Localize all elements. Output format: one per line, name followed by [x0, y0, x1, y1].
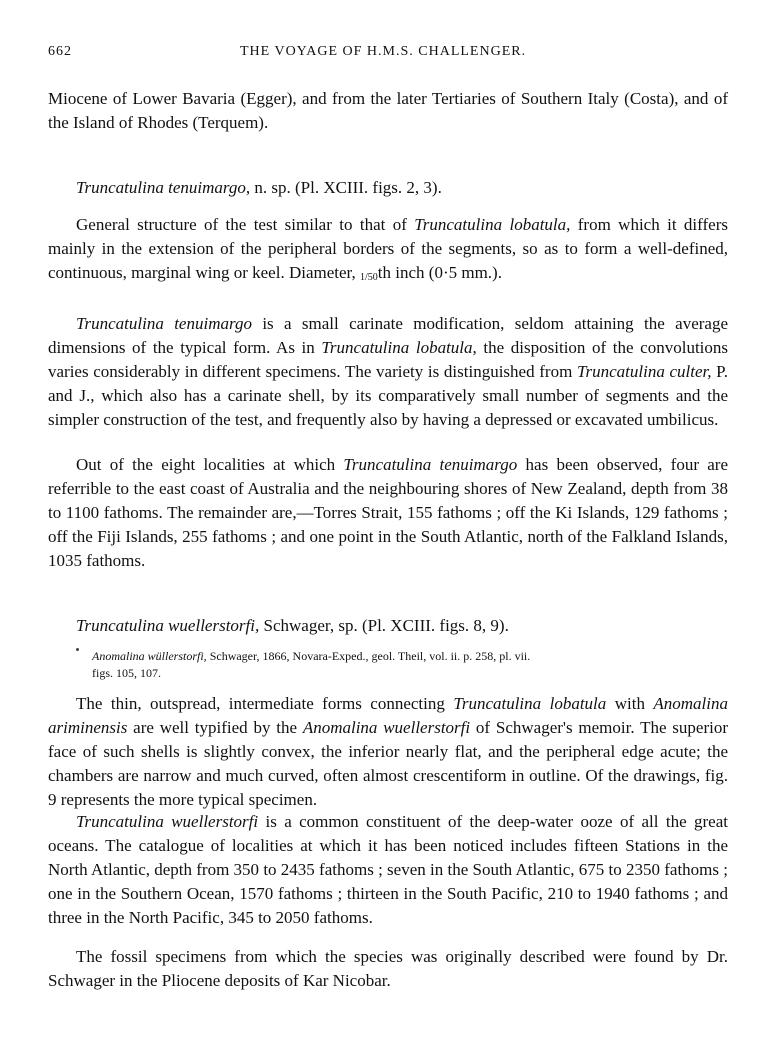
taxon-name: Truncatulina tenuimargo	[76, 314, 252, 333]
taxon-name: Truncatulina lobatula	[453, 694, 607, 713]
text-run: from which it differs mainly in the extension of the peripheral borders of the segments, so as to form a well-defined, continuous, marginal wing or keel. Diameter,	[48, 215, 728, 282]
species-name: Truncatulina wuellerstorfi,	[76, 616, 260, 635]
taxon-name: Anomalina ariminensis	[48, 694, 728, 737]
synonymy-line-1	[92, 648, 726, 665]
text-run: The fossil specimens from which the species was originally described were found by Dr. Schwager in the Pliocene deposits of Kar Nicobar.	[48, 947, 728, 990]
taxon-name: Truncatulina lobatula,	[414, 215, 571, 234]
intro-paragraph	[48, 87, 728, 135]
text-run: is a small carinate modification, seldom attaining the average dimensions of the typical form. As in	[48, 314, 728, 357]
synonymy-line-2: figs. 105, 107.	[92, 666, 161, 680]
text-run: with	[606, 694, 654, 713]
print-speck	[76, 648, 79, 651]
species-heading-suffix: , n. sp. (Pl. XCIII. figs. 2, 3).	[245, 178, 442, 197]
taxon-name: Anomalina wuellerstorfi	[302, 718, 471, 737]
running-head: THE VOYAGE OF H.M.S. CHALLENGER.	[240, 44, 527, 59]
text-run: the disposition of the convolutions varies considerably in different specimens. The variety is distinguished from	[48, 338, 729, 381]
species-heading-suffix: Schwager, sp. (Pl. XCIII. figs. 8, 9).	[259, 616, 509, 635]
text-run: of Schwager's memoir. The superior face of such shells is slightly convex, the inferior nearly flat, and the peripheral edge acute; the chambers are narrow and much curved, often almost crescentiform in outline. Of the drawings, fig. 9 represents the more typical specimen.	[48, 718, 729, 809]
intro-text: Miocene of Lower Bavaria (Egger), and from the later Tertiaries of Southern Italy (Costa), and of the Island of Rhodes (Terquem).	[48, 89, 728, 132]
page-header	[48, 44, 728, 68]
text-run: th inch (0·5 mm.).	[377, 263, 502, 282]
taxon-name: Truncatulina wuellerstorfi	[76, 812, 259, 831]
text-run: is a common constituent of the deep-water ooze of all the great oceans. The catalogue of localities at which it has been noticed includes fifteen Stations in the North Atlantic, depth from 350 to 2435 fathoms ; seven in the South Atlantic, 675 to 2350 fathoms ; one in the Southern Ocean, 1570 fathoms ; thirteen in the South Pacific, 210 to 1940 fathoms ; and three in the North Pacific, 345 to 2050 fathoms.	[48, 812, 728, 927]
paragraph-tenuimargo-1	[48, 312, 728, 432]
taxon-name: Truncatulina tenuimargo	[343, 455, 518, 474]
text-run: General structure of the test similar to that of	[76, 215, 415, 234]
text-run: Out of the eight localities at which	[76, 455, 344, 474]
taxon-name: Truncatulina culter,	[576, 362, 712, 381]
text-run: P. and J., which also has a carinate shell, by its comparatively small number of segments and the simpler construction of the test, and frequently also by having a depressed or excavated umbilicus.	[48, 362, 728, 429]
synonymy-entry	[92, 648, 726, 682]
species-heading-tenuimargo	[76, 176, 726, 200]
taxon-name: Truncatulina lobatula,	[321, 338, 477, 357]
taxon-name: Anomalina wüllerstorfi,	[92, 649, 207, 663]
paragraph-wuellerstorfi-2	[48, 810, 728, 930]
species-name: Truncatulina tenuimargo	[76, 178, 246, 197]
fraction: 1/50	[360, 272, 378, 283]
text-run: are well typified by the	[127, 718, 303, 737]
page-number: 662	[48, 44, 72, 59]
species-description-tenuimargo	[48, 213, 728, 288]
species-heading-wuellerstorfi	[76, 614, 726, 638]
paragraph-wuellerstorfi-3	[48, 945, 728, 993]
text-run: Schwager, 1866, Novara-Exped., geol. Theil, vol. ii. p. 258, pl. vii.	[206, 649, 531, 663]
text-run: has been observed, four are referrible to the east coast of Australia and the neighbouring shores of New Zealand, depth from 38 to 1100 fathoms. The remainder are,—Torres Strait, 155 fathoms ; off the Ki Islands, 129 fathoms ; off the Fiji Islands, 255 fathoms ; and one point in the South Atlantic, north of the Falkland Islands, 1035 fathoms.	[48, 455, 728, 570]
text-run: The thin, outspread, intermediate forms connecting	[76, 694, 454, 713]
paragraph-wuellerstorfi-1	[48, 692, 728, 812]
paragraph-tenuimargo-2	[48, 453, 728, 573]
